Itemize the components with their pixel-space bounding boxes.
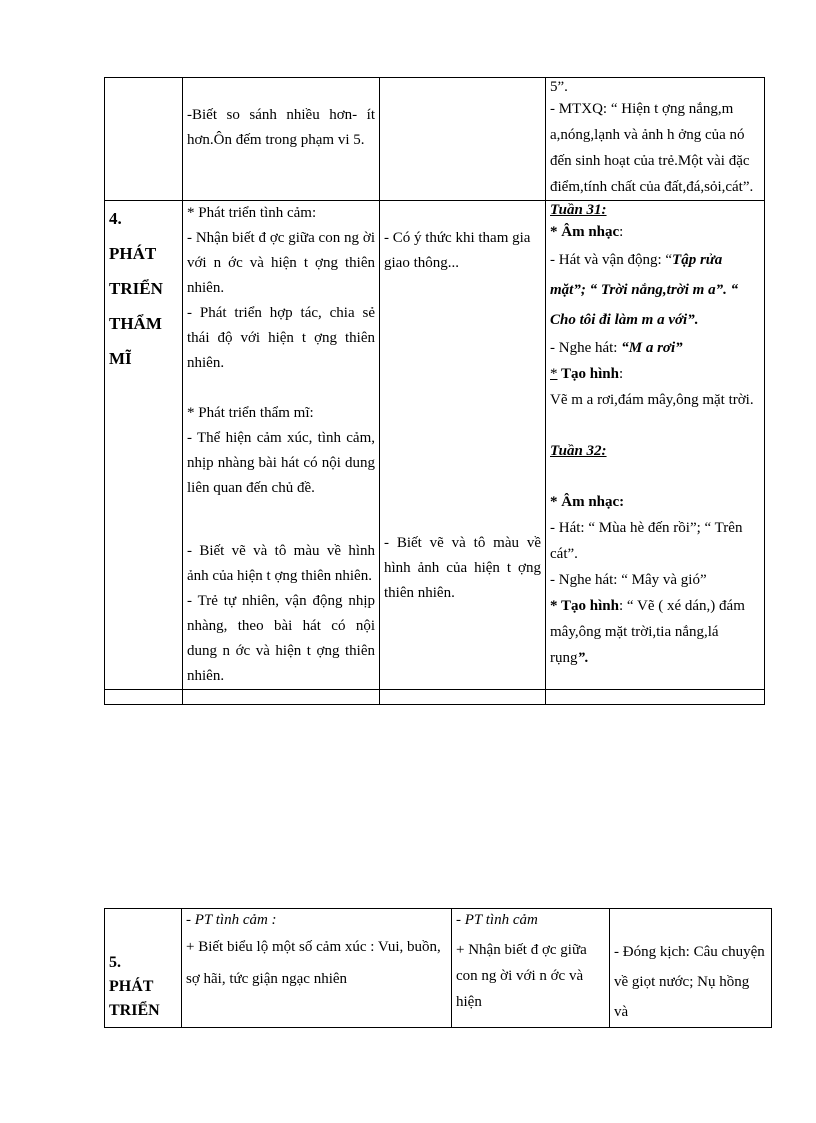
week-title: Tuần 31:: [550, 202, 607, 218]
heading-line: PHÁT: [109, 244, 157, 263]
activity-cell: [546, 78, 765, 201]
heading-line: TRIỂN: [109, 279, 163, 298]
section-heading: [105, 201, 183, 690]
table-row: [105, 909, 772, 1028]
sing-prefix: - Hát và vận động: “: [550, 252, 673, 268]
curriculum-table-1: [104, 77, 765, 705]
heading-line: 4.: [109, 209, 122, 228]
music-label: * Âm nhạc:: [550, 494, 625, 510]
empty-cell: [105, 690, 183, 705]
song-list: - Hát: “ Mùa hè đến rồi”; “ Trên cát”.: [550, 520, 743, 562]
art-label: Tạo hình: [557, 366, 619, 382]
content-cell: [452, 909, 610, 1028]
section-title: * Phát triển thẩm mĩ:: [187, 405, 314, 421]
compare-goal-text: -Biết so sánh nhiều hơn- ít hơn.Ôn đếm trong phạm vi 5.: [187, 107, 375, 148]
music-label: * Âm nhạc: [550, 224, 620, 240]
section-title: - PT tình cảm: [456, 912, 538, 928]
week-title: Tuần 32:: [550, 443, 607, 459]
activity-cell: [610, 909, 772, 1028]
goal-cell: [182, 909, 452, 1028]
activity-cell: Tuần 31: * Âm nhạc: - Hát và vận động: “Tập rửa mặt”; “ Trời nắng,trời m a”. “ Cho tôi đi làm m a với”. - Nghe hát: “M a rơi” * Tạo hình: Vẽ m a rơi,đám mây,ông mặt trời. Tuần 32: * Âm nhạc: - Hát: “ Mùa hè đến rồi”; “ Trên cát”. - Nghe hát: “ Mây và gió” * Tạo hình: “ Vẽ ( xé dán,) đám mây,ông mặt trời,tia nắng,lá rụng”.: [546, 201, 765, 690]
art-desc: : “ Vẽ ( xé dán,) đám mây,ông mặt trời,tia nắng,lá rụng: [550, 598, 745, 666]
activity-text: - Đóng kịch: Câu chuyện về giọt nước; Nụ hồng và: [614, 944, 765, 1020]
content-text: + Nhận biết đ ợc giữa con ng ời với n ớc và hiện: [456, 942, 587, 1010]
art-desc: Vẽ m a rơi,đám mây,ông mặt trời.: [550, 392, 754, 408]
heading-line: TRIỂN: [109, 1002, 160, 1019]
table-row: [105, 690, 765, 705]
table-row: [105, 78, 765, 201]
table-row: [105, 201, 765, 690]
art-star: *: [550, 366, 558, 382]
section-heading: [105, 909, 182, 1028]
heading-cell: [105, 78, 183, 201]
heading-line: PHÁT: [109, 978, 154, 995]
content-text: - Có ý thức khi tham gia giao thông...: [384, 230, 531, 271]
heading-line: THẨM: [109, 314, 162, 333]
song-list: Tập rửa mặt”; “ Trời nắng,trời m a”. “ Cho tôi đi làm m a với”.: [550, 252, 739, 328]
empty-cell: [546, 690, 765, 705]
empty-cell: [380, 690, 546, 705]
heading-line: MĨ: [109, 349, 132, 368]
goal-text: - Biết vẽ và tô màu về hình ảnh của hiện t ợng thiên nhiên.: [187, 543, 375, 584]
goal-text: - Phát triển hợp tác, chia sẻ thái độ với hiện t ợng thiên nhiên.: [187, 305, 375, 371]
activity-text: - MTXQ: “ Hiện t ợng nắng,m a,nóng,lạnh và ảnh h ởng của nó đến sinh hoạt của trẻ.Một vài đặc điểm,tính chất của đất,đá,sỏi,cát”.: [550, 101, 754, 195]
goal-cell: [183, 78, 380, 201]
goal-text: - Nhận biết đ ợc giữa con ng ời với n ớc và hiện t ợng thiên nhiên.: [187, 230, 375, 296]
listen-song: “M a rơi”: [621, 340, 683, 356]
listen-song: - Nghe hát: “ Mây và gió”: [550, 572, 707, 588]
content-cell: [380, 201, 546, 690]
listen-prefix: - Nghe hát:: [550, 340, 622, 356]
heading-line: 5.: [109, 954, 121, 971]
content-cell: [380, 78, 546, 201]
section-title: * Phát triển tình cảm:: [187, 205, 317, 221]
goal-text: - Thể hiện cảm xúc, tình cảm, nhịp nhàng bài hát có nội dung liên quan đến chủ đề.: [187, 430, 375, 496]
goal-text: + Biết biểu lộ một số cảm xúc : Vui, buồn, sợ hãi, tức giận ngạc nhiên: [186, 939, 441, 987]
goal-cell: [183, 201, 380, 690]
art-end: ”.: [577, 650, 589, 666]
content-text: - Biết vẽ và tô màu về hình ảnh của hiện t ợng thiên nhiên.: [384, 535, 541, 601]
section-title: - PT tình cảm :: [186, 912, 277, 928]
goal-text: - Trẻ tự nhiên, vận động nhịp nhàng, theo bài hát có nội dung n ớc và hiện t ợng thiên nhiên.: [187, 593, 375, 684]
curriculum-table-2: [104, 908, 772, 1028]
art-label: * Tạo hình: [550, 598, 619, 614]
empty-cell: [183, 690, 380, 705]
activity-text: 5”.: [550, 79, 568, 95]
